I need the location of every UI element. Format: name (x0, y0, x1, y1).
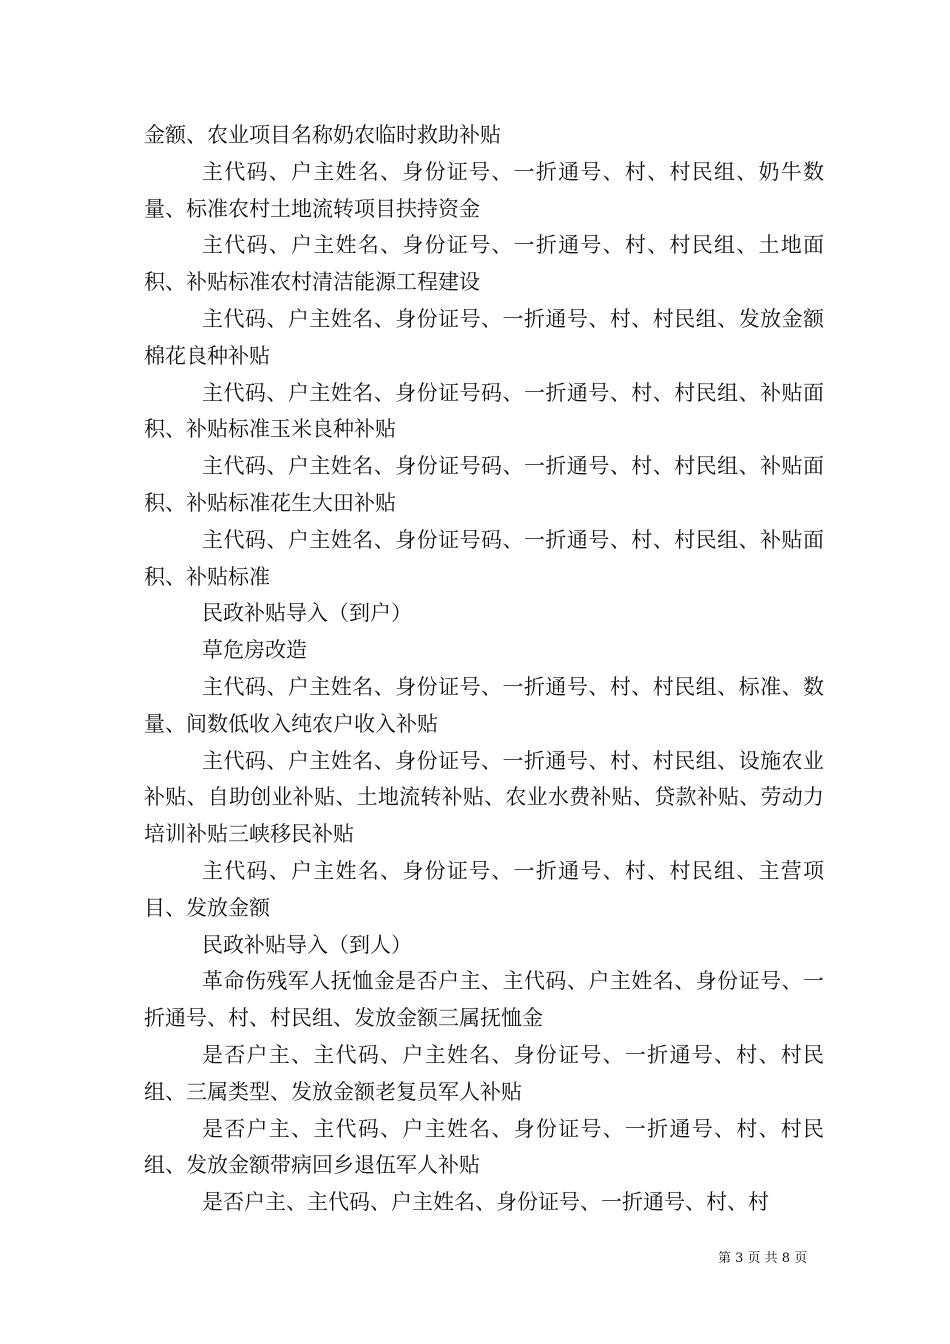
document-body (144, 117, 824, 1221)
paragraph: 主代码、户主姓名、身份证号码、一折通号、村、村民组、补贴面积、补贴标准 (144, 527, 824, 589)
paragraph: 主代码、户主姓名、身份证号码、一折通号、村、村民组、补贴面积、补贴标准玉米良种补贴 (144, 380, 824, 442)
paragraph: 主代码、户主姓名、身份证号、一折通号、村、村民组、发放金额棉花良种补贴 (144, 306, 824, 368)
paragraph: 主代码、户主姓名、身份证号、一折通号、村、村民组、设施农业补贴、自助创业补贴、土地流转补贴、农业水费补贴、贷款补贴、劳动力培训补贴三峡移民补贴 (144, 748, 824, 847)
section-heading: 民政补贴导入（到户） (202, 601, 412, 626)
paragraph: 是否户主、主代码、户主姓名、身份证号、一折通号、村、村民组、三属类型、发放金额老复员军人补贴 (144, 1042, 824, 1104)
paragraph: 金额、农业项目名称奶农临时救助补贴 (144, 123, 501, 147)
paragraph: 主代码、户主姓名、身份证号、一折通号、村、村民组、奶牛数量、标准农村土地流转项目扶持资金 (144, 159, 824, 221)
page-number: 第 3 页 共 8 页 (718, 1251, 808, 1266)
paragraph: 主代码、户主姓名、身份证号、一折通号、村、村民组、土地面积、补贴标准农村清洁能源工程建设 (144, 233, 824, 295)
paragraph: 是否户主、主代码、户主姓名、身份证号、一折通号、村、村 (202, 1190, 769, 1215)
paragraph: 主代码、户主姓名、身份证号、一折通号、村、村民组、主营项目、发放金额 (144, 858, 824, 920)
paragraph: 主代码、户主姓名、身份证号、一折通号、村、村民组、标准、数量、间数低收入纯农户收入补贴 (144, 674, 824, 736)
section-heading: 民政补贴导入（到人） (202, 932, 412, 957)
paragraph: 是否户主、主代码、户主姓名、身份证号、一折通号、村、村民组、发放金额带病回乡退伍军人补贴 (144, 1116, 824, 1178)
paragraph: 主代码、户主姓名、身份证号码、一折通号、村、村民组、补贴面积、补贴标准花生大田补贴 (144, 454, 824, 515)
paragraph: 革命伤残军人抚恤金是否户主、主代码、户主姓名、身份证号、一折通号、村、村民组、发放金额三属抚恤金 (144, 969, 824, 1031)
paragraph: 草危房改造 (202, 638, 307, 663)
